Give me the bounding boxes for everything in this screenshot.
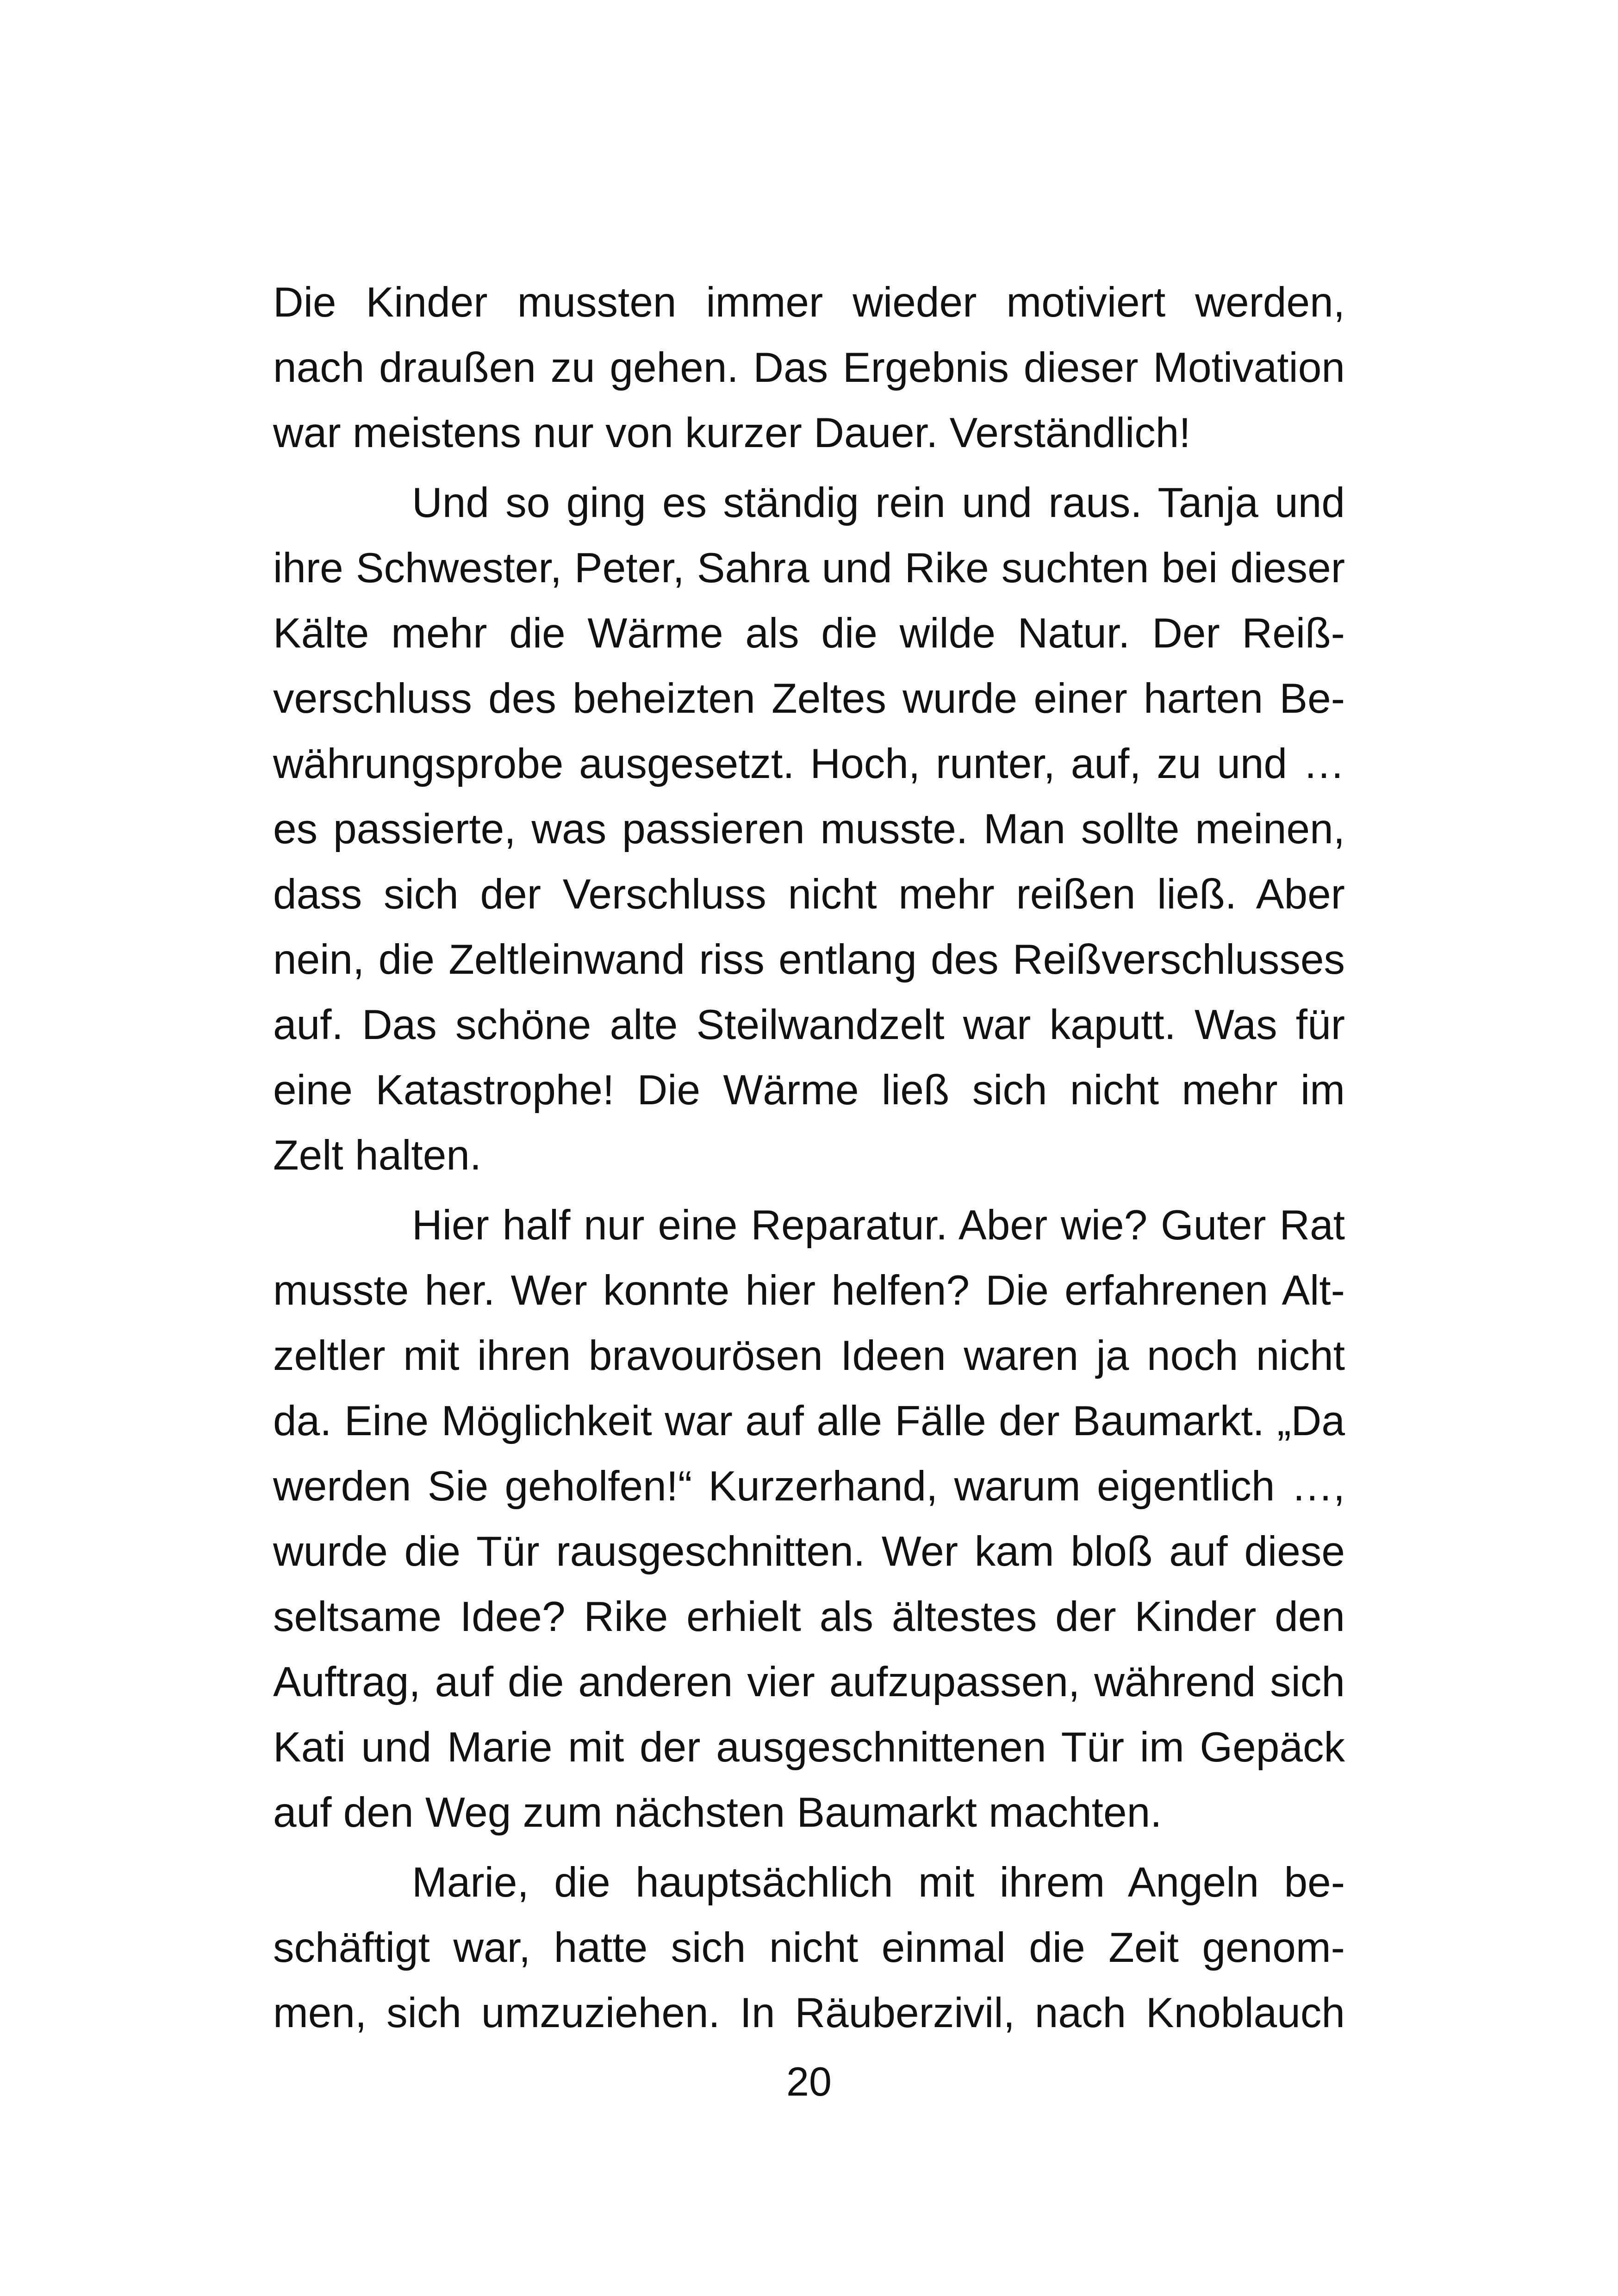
text-line: Zelt halten.: [273, 1132, 482, 1179]
text-line: es passierte, was passieren musste. Man sollte meinen,: [273, 806, 1345, 852]
text-line: ihre Schwester, Peter, Sahra und Rike suchten bei dieser: [273, 545, 1345, 591]
text-line: dass sich der Verschluss nicht mehr reißen ließ. Aber: [273, 871, 1345, 918]
text-line: men, sich umzuziehen. In Räuberzivil, nach Knoblauch: [273, 1990, 1345, 2036]
text-line: währungsprobe ausgesetzt. Hoch, runter, auf, zu und …: [273, 740, 1345, 787]
text-line: schäftigt war, hatte sich nicht einmal die Zeit genom-: [273, 1924, 1345, 1971]
text-line: auf den Weg zum nächsten Baumarkt machten.: [273, 1789, 1162, 1836]
text-line: nein, die Zeltleinwand riss entlang des Reißverschlusses: [273, 936, 1345, 983]
text-line: werden Sie geholfen!“ Kurzerhand, warum eigentlich …,: [273, 1463, 1345, 1510]
text-line: Kati und Marie mit der ausgeschnittenen Tür im Gepäck: [273, 1724, 1345, 1771]
page-number: 20: [786, 2059, 832, 2104]
text-line: Marie, die hauptsächlich mit ihrem Angeln be-: [412, 1859, 1345, 1906]
text-line: Auftrag, auf die anderen vier aufzupassen, während sich: [273, 1659, 1345, 1705]
text-line: zeltler mit ihren bravourösen Ideen waren ja noch nicht: [273, 1332, 1345, 1379]
text-line: Kälte mehr die Wärme als die wilde Natur. Der Reiß-: [273, 610, 1345, 657]
text-line: musste her. Wer konnte hier helfen? Die erfahrenen Alt-: [273, 1267, 1345, 1314]
text-line: Die Kinder mussten immer wieder motiviert werden,: [273, 279, 1345, 326]
text-line: verschluss des beheizten Zeltes wurde einer harten Be-: [273, 675, 1345, 722]
text-line: auf. Das schöne alte Steilwandzelt war kaputt. Was für: [273, 1002, 1345, 1048]
text-line: eine Katastrophe! Die Wärme ließ sich nicht mehr im: [273, 1067, 1345, 1114]
body-text: [273, 270, 1345, 2046]
text-line: Und so ging es ständig rein und raus. Tanja und: [412, 479, 1345, 526]
text-line: war meistens nur von kurzer Dauer. Verständlich!: [273, 410, 1191, 456]
text-line: Hier half nur eine Reparatur. Aber wie? Guter Rat: [412, 1202, 1345, 1249]
text-line: seltsame Idee? Rike erhielt als ältestes der Kinder den: [273, 1593, 1345, 1640]
text-line: wurde die Tür rausgeschnitten. Wer kam bloß auf diese: [273, 1528, 1345, 1575]
text-line: nach draußen zu gehen. Das Ergebnis dieser Motivation: [273, 344, 1345, 391]
text-line: da. Eine Möglichkeit war auf alle Fälle der Baumarkt. „Da: [273, 1398, 1345, 1444]
